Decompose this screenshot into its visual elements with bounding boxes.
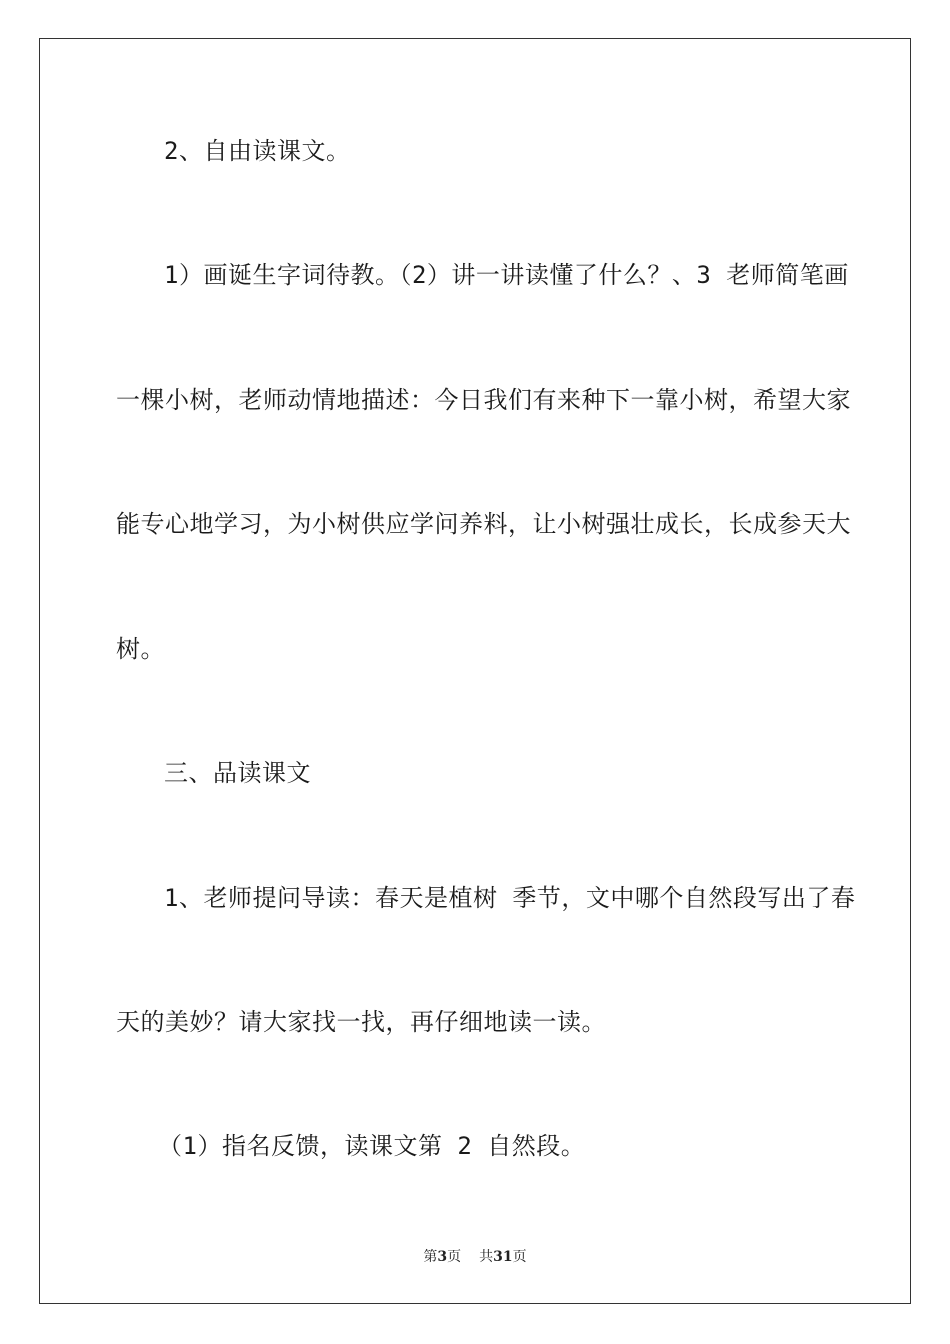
page-border (39, 38, 911, 1304)
section-heading: 三、品读课文 (164, 759, 311, 787)
footer-page-prefix: 第 (423, 1249, 438, 1265)
paragraph-line-8: 天的美妙？请大家找一找，再仔细地读一读。 (116, 1008, 606, 1036)
footer-total-suffix: 页 (512, 1249, 527, 1265)
footer-page-number: 3 (437, 1249, 448, 1265)
paragraph-line-9: （1）指名反馈，读课文第 2 自然段。 (158, 1132, 586, 1160)
paragraph-line-2: 1）画诞生字词待教。（2）讲一讲读懂了什么？、3 老师简笔画 (164, 261, 849, 289)
paragraph-line-1: 2、自由读课文。 (164, 137, 351, 165)
paragraph-line-4: 能专心地学习，为小树供应学问养料，让小树强壮成长，长成参天大 (116, 510, 851, 538)
footer-total-prefix: 共 (479, 1249, 494, 1265)
footer-total-pages: 31 (493, 1249, 513, 1265)
page-footer (0, 1246, 950, 1266)
paragraph-line-7: 1、老师提问导读：春天是植树 季节，文中哪个自然段写出了春 (164, 884, 856, 912)
paragraph-line-3: 一棵小树，老师动情地描述：今日我们有来种下一靠小树，希望大家 (116, 386, 851, 414)
paragraph-line-5: 树。 (116, 635, 165, 663)
footer-page-suffix: 页 (447, 1249, 462, 1265)
